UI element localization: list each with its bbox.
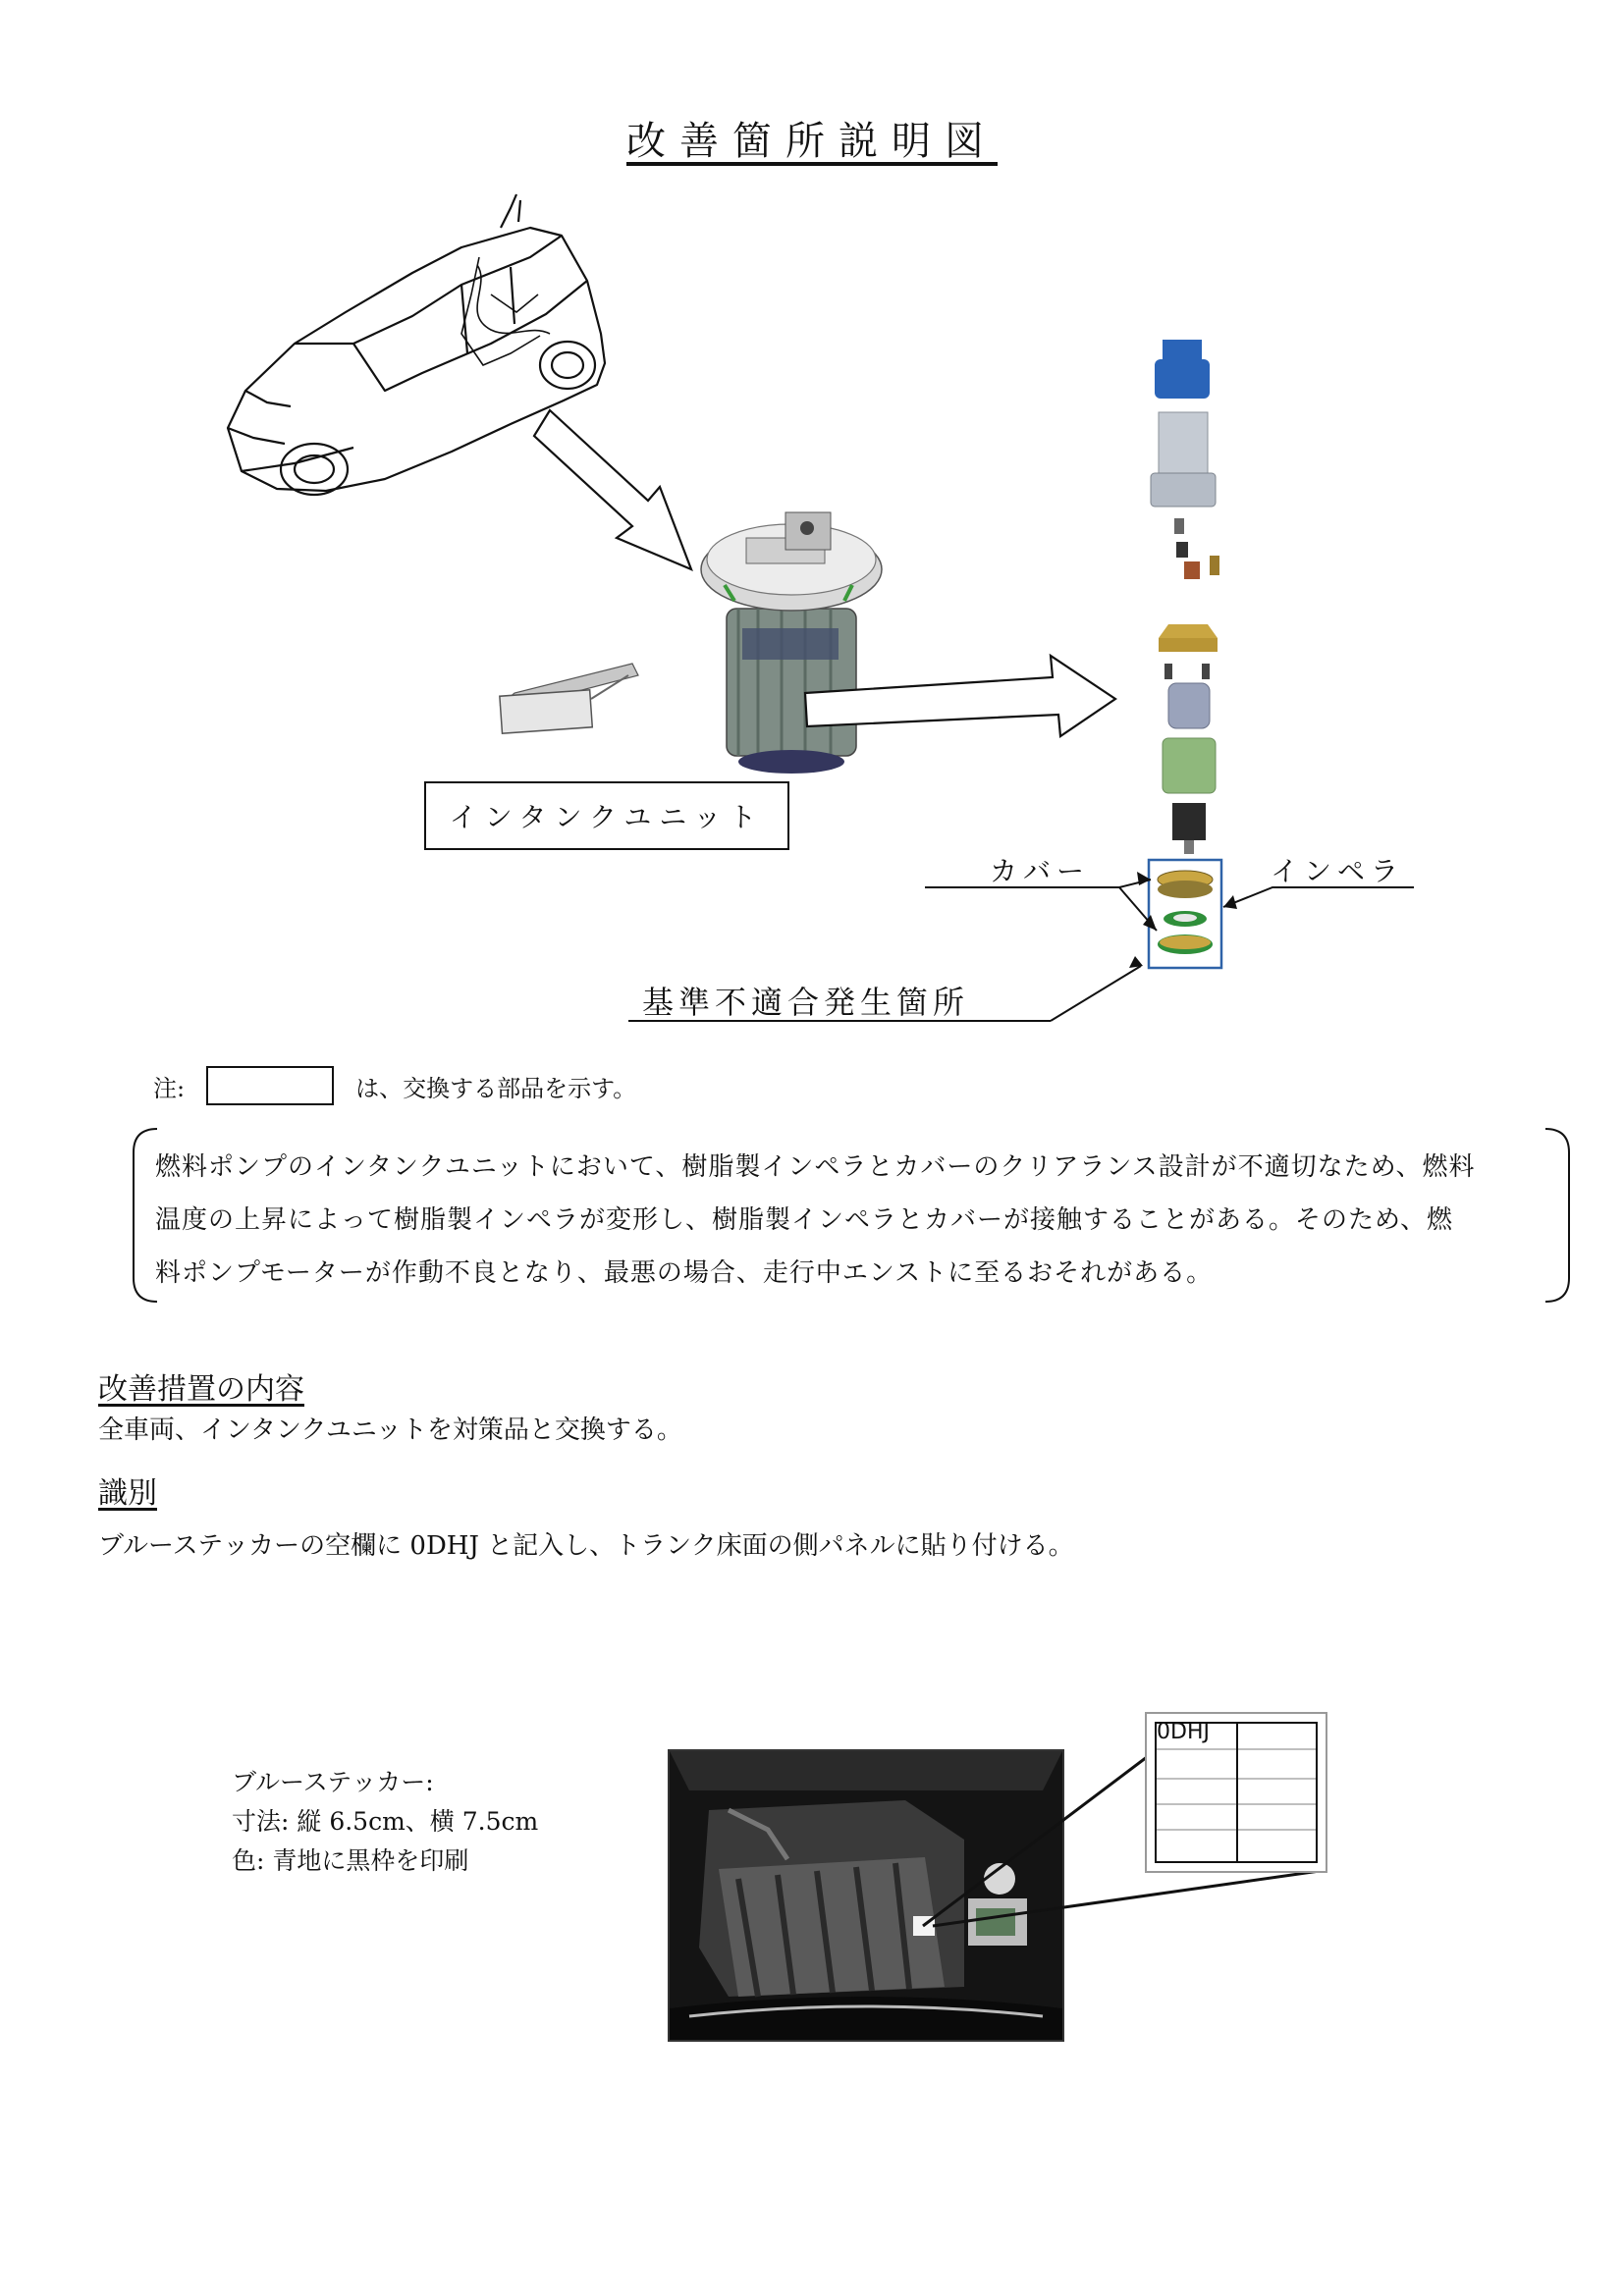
identification-text: ブルーステッカーの空欄に 0DHJ と記入し、トランク床面の側パネルに貼り付ける。	[98, 1531, 1074, 1561]
identification-heading: 識別	[98, 1476, 157, 1511]
page-title-text: 改善箇所説明図	[626, 119, 998, 164]
sticker-grid-lines	[1157, 1724, 1316, 1861]
impeller-label: インペラ	[1271, 855, 1405, 887]
sticker-code: 0DHJ	[1157, 1720, 1210, 1744]
sticker-spec-color: 色: 青地に黒枠を印刷	[232, 1846, 469, 1875]
note-prefix: 注:	[153, 1074, 186, 1102]
cover-label: カバー	[990, 855, 1091, 887]
description-line: 温度の上昇によって樹脂製インペラが変形し、樹脂製インペラとカバーが接触することがある。そのため、燃	[155, 1205, 1453, 1235]
sticker-spec-size: 寸法: 縦 6.5cm、横 7.5cm	[232, 1807, 539, 1836]
sticker-spec-title: ブルーステッカー:	[232, 1768, 434, 1796]
measures-heading: 改善措置の内容	[98, 1372, 304, 1407]
in-tank-unit-label: インタンクユニット	[449, 801, 765, 833]
defect-location-label: 基準不適合発生箇所	[642, 984, 970, 1021]
description-line: 料ポンプモーターが作動不良となり、最悪の場合、走行中エンストに至るおそれがある。	[155, 1258, 1214, 1288]
note-suffix: は、交換する部品を示す。	[355, 1074, 637, 1102]
blue-sticker-detail	[1145, 1712, 1327, 1873]
description-line: 燃料ポンプのインタンクユニットにおいて、樹脂製インペラとカバーのクリアランス設計が不適切なため、燃料	[155, 1152, 1476, 1182]
measures-text: 全車両、インタンクユニットを対策品と交換する。	[98, 1415, 682, 1445]
